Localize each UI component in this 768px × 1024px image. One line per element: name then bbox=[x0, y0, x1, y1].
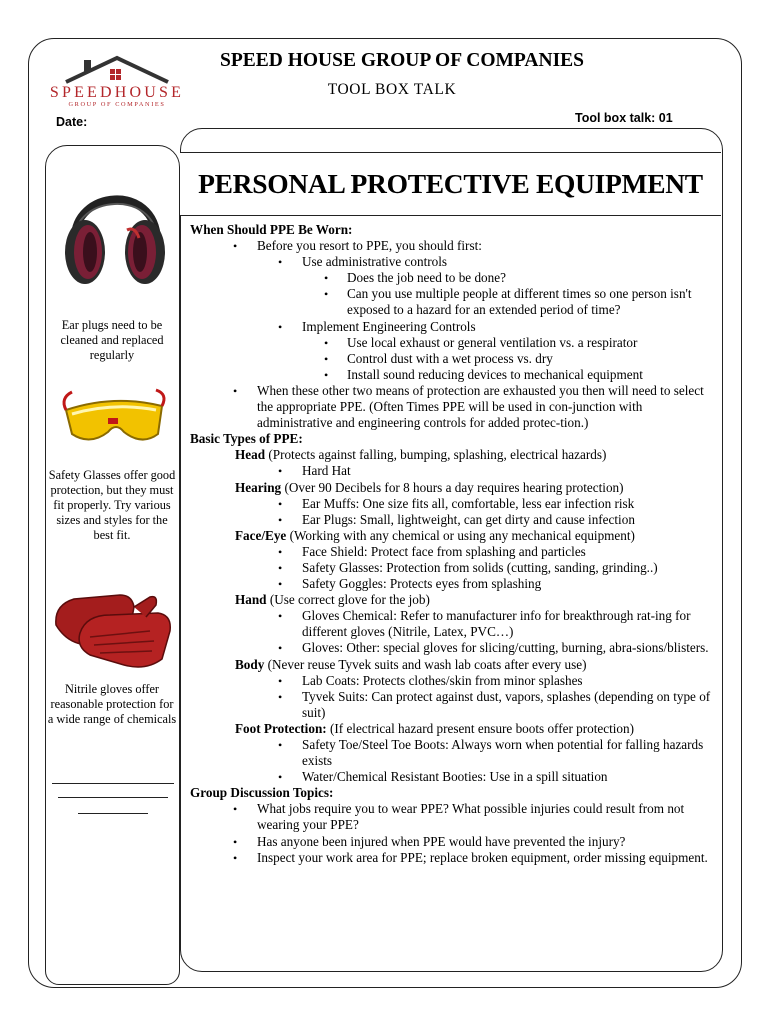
ppe-category-foot bbox=[190, 721, 720, 737]
ppe-category-head bbox=[190, 447, 720, 463]
category-title: Face/Eye bbox=[235, 527, 287, 543]
ppe-category-body bbox=[190, 657, 720, 673]
page-title: PERSONAL PROTECTIVE EQUIPMENT bbox=[198, 168, 703, 199]
ear-muffs-icon bbox=[55, 170, 173, 290]
list-item: • Before you resort to PPE, you should first: bbox=[190, 238, 720, 254]
ppe-category-face-eye bbox=[190, 528, 720, 544]
ppe-category-hearing bbox=[190, 480, 720, 496]
list-item: • Water/Chemical Resistant Booties: Use in a spill situation bbox=[190, 769, 720, 785]
section-heading: Group Discussion Topics: bbox=[190, 785, 334, 801]
title-box bbox=[180, 152, 721, 216]
category-title: Foot Protection: bbox=[235, 720, 327, 736]
signature-line bbox=[52, 783, 174, 784]
ear-plugs-caption: Ear plugs need to be cleaned and replaced regularly bbox=[60, 318, 164, 362]
ppe-category-hand bbox=[190, 592, 720, 608]
list-item: • Gloves: Other: special gloves for slicing/cutting, burning, abra-sions/blisters. bbox=[190, 640, 720, 656]
logo-wordmark: SPEEDHOUSE bbox=[49, 84, 185, 101]
list-item: • Control dust with a wet process vs. dry bbox=[190, 351, 720, 367]
nitrile-gloves-icon bbox=[50, 585, 176, 671]
list-item: • What jobs require you to wear PPE? What possible injuries could result from not wearing your PPE? bbox=[190, 801, 720, 833]
safety-glasses-icon bbox=[58, 388, 170, 452]
list-item: • Safety Toe/Steel Toe Boots: Always worn when potential for falling hazards exists bbox=[190, 737, 720, 769]
safety-glasses-caption: Safety Glasses offer good protection, but they must fit properly. Try various sizes and styles for the best fit. bbox=[48, 468, 176, 542]
list-item: • Ear Muffs: One size fits all, comfortable, less ear infection risk bbox=[190, 496, 720, 512]
category-title: Hand bbox=[235, 592, 267, 608]
date-label: Date: bbox=[56, 115, 88, 129]
company-name: SPEED HOUSE GROUP OF COMPANIES bbox=[219, 50, 585, 71]
list-item: • Use local exhaust or general ventilation vs. a respirator bbox=[190, 335, 720, 351]
category-title: Hearing bbox=[235, 479, 282, 495]
talk-number: Tool box talk: 01 bbox=[575, 111, 673, 125]
list-item: • Can you use multiple people at different times so one person isn't exposed to a hazard for an extended period of time? bbox=[190, 286, 720, 318]
list-item: • When these other two means of protection are exhausted you then will need to select the appropriate PPE. (Often Times PPE will be used in con-junction with administrative and engineering controls for added protec-tion.) bbox=[190, 383, 720, 431]
category-desc: (Use correct glove for the job) bbox=[266, 592, 430, 608]
list-item: • Safety Glasses: Protection from solids (cutting, sanding, grinding..) bbox=[190, 560, 720, 576]
list-item: • Has anyone been injured when PPE would have prevented the injury? bbox=[190, 834, 720, 850]
list-item: • Implement Engineering Controls bbox=[190, 319, 720, 335]
category-desc: (Protects against falling, bumping, splashing, electrical hazards) bbox=[265, 447, 607, 463]
category-title: Head bbox=[235, 447, 266, 463]
list-item: • Safety Goggles: Protects eyes from splashing bbox=[190, 576, 720, 592]
when-list bbox=[190, 238, 720, 431]
list-item: • Lab Coats: Protects clothes/skin from minor splashes bbox=[190, 673, 720, 689]
section-heading: Basic Types of PPE: bbox=[190, 431, 303, 447]
list-item: • Ear Plugs: Small, lightweight, can get dirty and cause infection bbox=[190, 512, 720, 528]
category-title: Body bbox=[235, 656, 265, 672]
section-heading: When Should PPE Be Worn: bbox=[190, 222, 353, 237]
list-item: • Tyvek Suits: Can protect against dust, vapors, splashes (depending on type of suit) bbox=[190, 689, 720, 721]
document-subtitle: TOOL BOX TALK bbox=[327, 81, 457, 98]
main-content bbox=[190, 222, 720, 866]
logo-subtext: GROUP OF COMPANIES bbox=[68, 101, 166, 108]
list-item: • Face Shield: Protect face from splashing and particles bbox=[190, 544, 720, 560]
list-item: • Does the job need to be done? bbox=[190, 270, 720, 286]
list-item: • Use administrative controls bbox=[190, 254, 720, 270]
list-item: • Install sound reducing devices to mechanical equipment bbox=[190, 367, 720, 383]
category-desc: (Never reuse Tyvek suits and wash lab coats after every use) bbox=[264, 656, 587, 672]
signature-line bbox=[78, 813, 148, 814]
category-desc: (If electrical hazard present ensure boots offer protection) bbox=[326, 720, 634, 736]
category-desc: (Over 90 Decibels for 8 hours a day requires hearing protection) bbox=[281, 479, 624, 495]
list-item: • Hard Hat bbox=[190, 463, 720, 479]
signature-line bbox=[58, 797, 168, 798]
list-item: • Gloves Chemical: Refer to manufacturer info for breakthrough rat-ing for different gloves (Nitrile, Latex, PVC…) bbox=[190, 608, 720, 640]
gloves-caption: Nitrile gloves offer reasonable protection for a wide range of chemicals bbox=[47, 682, 177, 726]
list-item: • Inspect your work area for PPE; replace broken equipment, order missing equipment. bbox=[190, 850, 720, 866]
category-desc: (Working with any chemical or using any mechanical equipment) bbox=[286, 527, 635, 543]
